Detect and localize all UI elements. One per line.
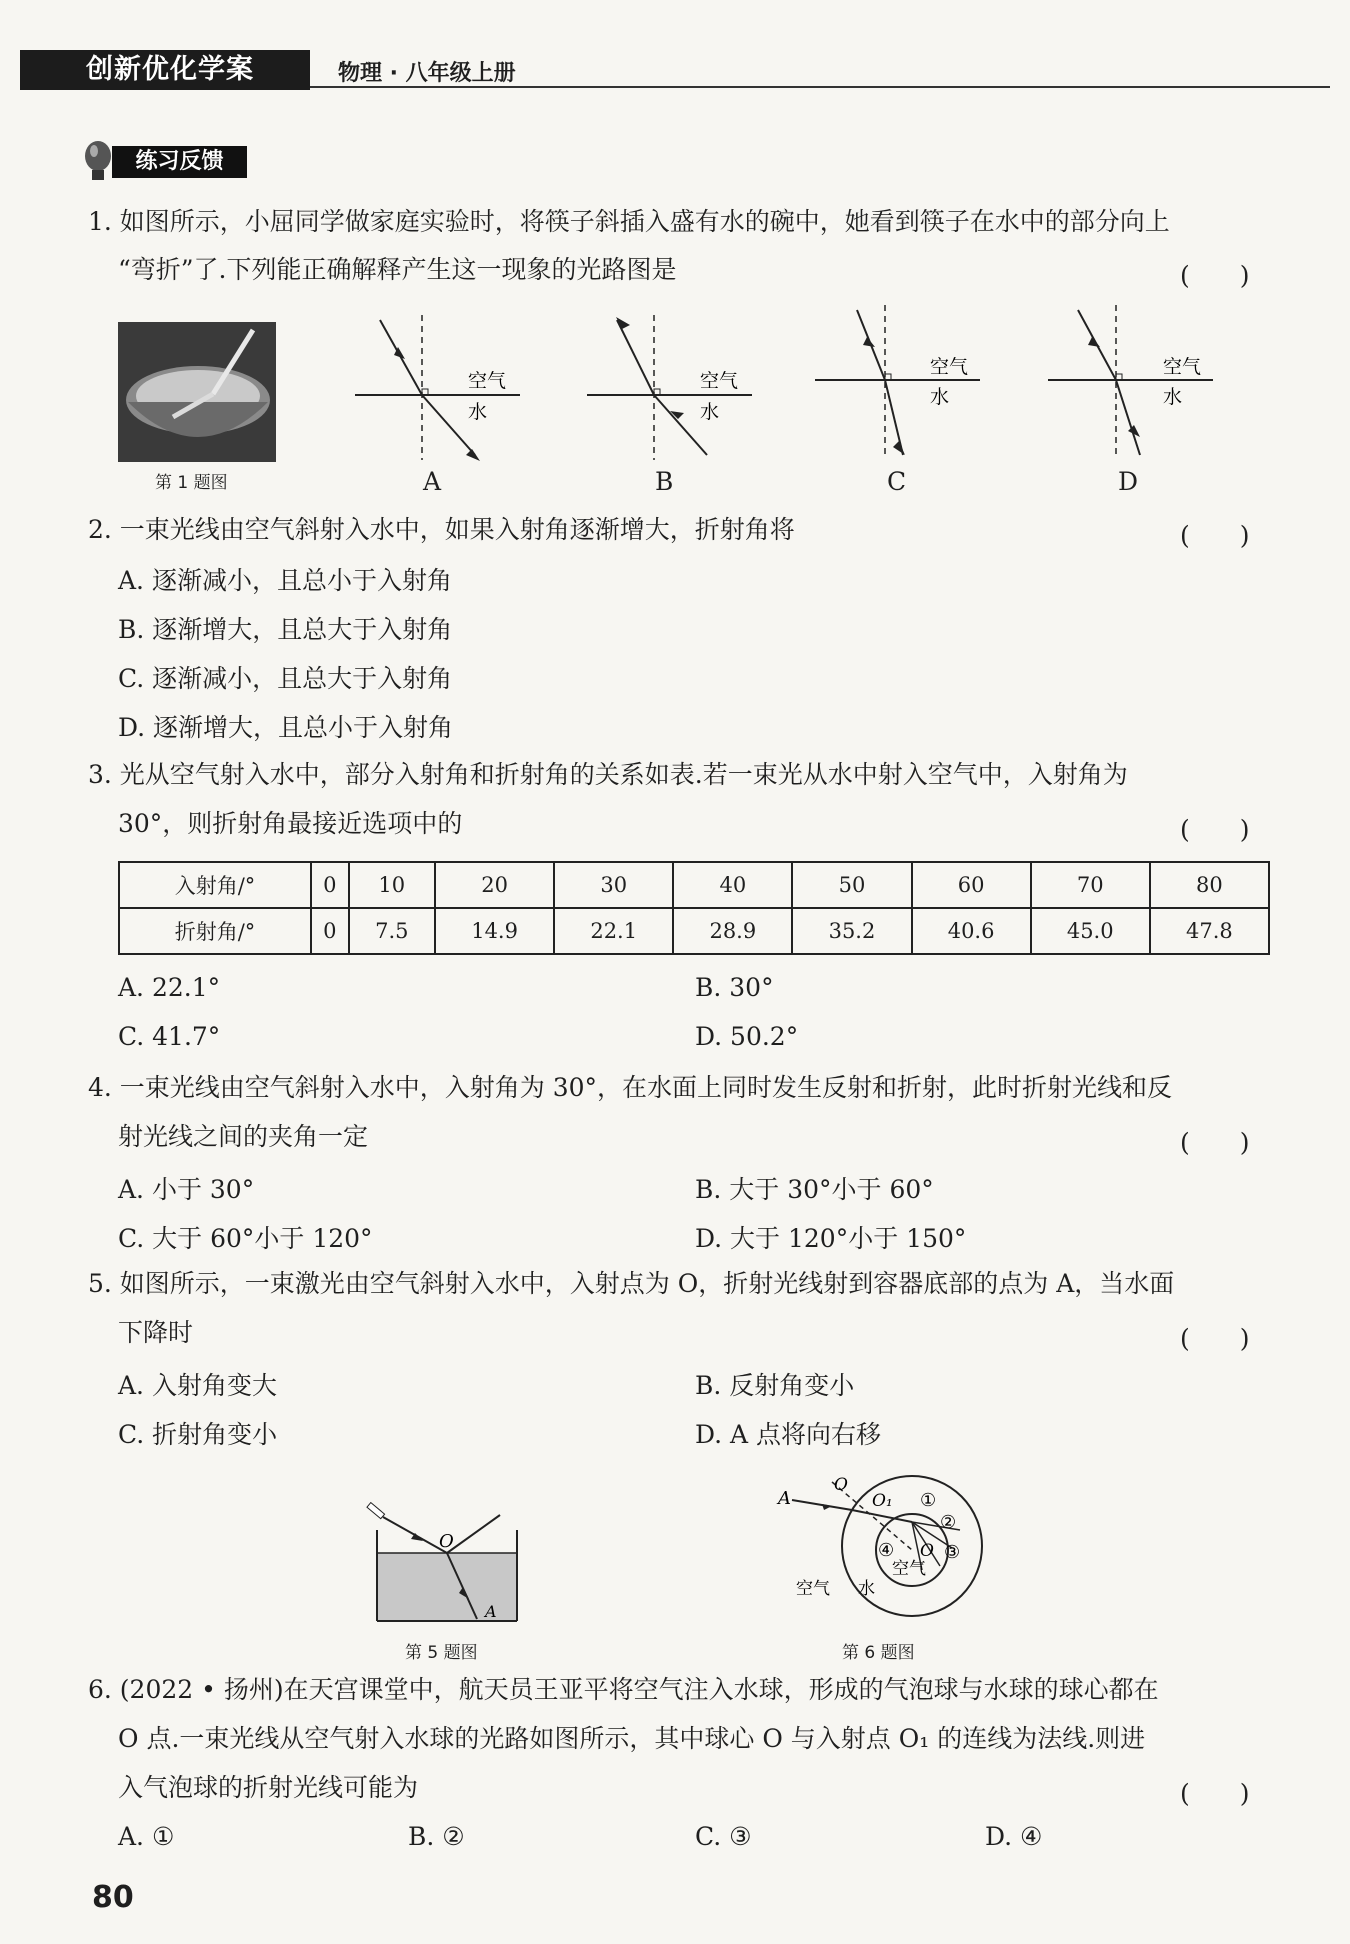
fig6-inner-air-label: 空气 bbox=[892, 1559, 926, 1579]
bowl-chopstick-photo bbox=[118, 322, 276, 462]
water-label: 水 bbox=[700, 401, 720, 423]
fig6-mark-2: ② bbox=[940, 1512, 957, 1533]
book-subtitle: 物理 · 八年级上册 bbox=[338, 61, 516, 86]
fig6-point-o: O bbox=[834, 1475, 848, 1495]
q5-answer-paren: ( ) bbox=[1180, 1324, 1250, 1353]
fig6-mark-1: ① bbox=[920, 1490, 937, 1511]
q4-option-b: B. 大于 30°小于 60° bbox=[695, 1175, 934, 1204]
fig6-mark-3: ③ bbox=[944, 1542, 961, 1563]
q1-label-a: A bbox=[423, 467, 442, 496]
fig6-point-a: A bbox=[778, 1488, 791, 1509]
fig6-point-o1: O₁ bbox=[872, 1491, 893, 1511]
table-cell: 70 bbox=[1031, 862, 1150, 908]
table-cell: 40 bbox=[673, 862, 792, 908]
fig5-point-a: A bbox=[485, 1602, 497, 1621]
q3-answer-paren: ( ) bbox=[1180, 815, 1250, 844]
q1-diagram-d bbox=[1048, 305, 1218, 465]
table-cell: 20 bbox=[435, 862, 554, 908]
table-cell: 35.2 bbox=[792, 908, 911, 954]
q5-line1: 5. 如图所示，一束激光由空气斜射入水中，入射点为 O，折射光线射到容器底部的点为 A，当水面 bbox=[88, 1269, 1175, 1298]
table-cell: 30 bbox=[554, 862, 673, 908]
q1-label-d: D bbox=[1118, 467, 1139, 496]
fig5-point-o: O bbox=[439, 1531, 454, 1552]
fig6-mark-4: ④ bbox=[878, 1540, 895, 1561]
section-badge: 练习反馈 bbox=[112, 146, 247, 178]
fig5-container-diagram bbox=[365, 1495, 530, 1630]
q1-diagram-c bbox=[815, 305, 985, 465]
q2-option-a: A. 逐渐减小，且总小于入射角 bbox=[118, 566, 452, 595]
q1-answer-paren: ( ) bbox=[1180, 261, 1250, 290]
q4-option-a: A. 小于 30° bbox=[118, 1175, 255, 1204]
water-label: 水 bbox=[930, 386, 950, 408]
q3-option-c: C. 41.7° bbox=[118, 1022, 221, 1051]
q3-option-a: A. 22.1° bbox=[118, 973, 221, 1002]
table-cell: 10 bbox=[349, 862, 435, 908]
table-cell: 50 bbox=[792, 862, 911, 908]
table-cell: 60 bbox=[912, 862, 1031, 908]
fig6-center-o: O bbox=[920, 1541, 934, 1561]
table-cell: 14.9 bbox=[435, 908, 554, 954]
q6-option-a: A. ① bbox=[118, 1822, 175, 1851]
q5-option-b: B. 反射角变小 bbox=[695, 1371, 855, 1400]
table-cell: 80 bbox=[1150, 862, 1269, 908]
q5-option-d: D. A 点将向右移 bbox=[695, 1420, 882, 1449]
q5-line2: 下降时 bbox=[118, 1318, 194, 1347]
air-label: 空气 bbox=[700, 370, 739, 392]
q4-line2: 射光线之间的夹角一定 bbox=[118, 1122, 369, 1151]
q1-label-c: C bbox=[887, 467, 907, 496]
table-row bbox=[119, 908, 1269, 954]
brand-title: 创新优化学案 bbox=[86, 54, 254, 85]
q6-line3: 入气泡球的折射光线可能为 bbox=[118, 1773, 419, 1802]
q3-option-b: B. 30° bbox=[695, 973, 774, 1002]
q2-option-d: D. 逐渐增大，且总小于入射角 bbox=[118, 713, 454, 742]
q6-line2: O 点.一束光线从空气射入水球的光路如图所示，其中球心 O 与入射点 O₁ 的连线为法线.则进 bbox=[118, 1724, 1146, 1753]
table-header-cell: 入射角/° bbox=[119, 862, 311, 908]
table-cell: 40.6 bbox=[912, 908, 1031, 954]
q6-option-c: C. ③ bbox=[695, 1822, 752, 1851]
air-label: 空气 bbox=[468, 370, 507, 392]
q6-option-b: B. ② bbox=[408, 1822, 465, 1851]
table-cell: 0 bbox=[311, 908, 349, 954]
page-number: 80 bbox=[92, 1880, 134, 1915]
q1-diagram-b bbox=[582, 315, 752, 465]
q1-label-b: B bbox=[655, 467, 674, 496]
water-label: 水 bbox=[1163, 386, 1183, 408]
fig6-caption: 第 6 题图 bbox=[842, 1643, 915, 1663]
air-label: 空气 bbox=[930, 356, 969, 378]
table-header-cell: 折射角/° bbox=[119, 908, 311, 954]
fig6-water-ball-diagram bbox=[772, 1470, 1002, 1630]
fig5-caption: 第 5 题图 bbox=[405, 1643, 478, 1663]
table-cell: 22.1 bbox=[554, 908, 673, 954]
lightbulb-icon bbox=[82, 140, 114, 184]
q1-line1: 1. 如图所示，小屈同学做家庭实验时，将筷子斜插入盛有水的碗中，她看到筷子在水中的部分向上 bbox=[88, 207, 1170, 236]
table-row bbox=[119, 862, 1269, 908]
q1-photo-caption: 第 1 题图 bbox=[155, 473, 228, 493]
q5-option-a: A. 入射角变大 bbox=[118, 1371, 277, 1400]
q2-option-b: B. 逐渐增大，且总大于入射角 bbox=[118, 615, 453, 644]
q4-answer-paren: ( ) bbox=[1180, 1128, 1250, 1157]
fig6-air-label: 空气 bbox=[796, 1579, 830, 1599]
q6-line1: 6. (2022 • 扬州)在天宫课堂中，航天员王亚平将空气注入水球，形成的气泡球与水球的球心都在 bbox=[88, 1675, 1159, 1704]
table-cell: 0 bbox=[311, 862, 349, 908]
q2-answer-paren: ( ) bbox=[1180, 521, 1250, 550]
table-cell: 47.8 bbox=[1150, 908, 1269, 954]
q3-option-d: D. 50.2° bbox=[695, 1022, 799, 1051]
q4-option-c: C. 大于 60°小于 120° bbox=[118, 1224, 373, 1253]
q1-diagram-a bbox=[350, 315, 520, 465]
q6-answer-paren: ( ) bbox=[1180, 1779, 1250, 1808]
air-label: 空气 bbox=[1163, 356, 1202, 378]
q5-option-c: C. 折射角变小 bbox=[118, 1420, 278, 1449]
table-cell: 28.9 bbox=[673, 908, 792, 954]
q6-option-d: D. ④ bbox=[985, 1822, 1043, 1851]
table-cell: 45.0 bbox=[1031, 908, 1150, 954]
q3-line2: 30°，则折射角最接近选项中的 bbox=[118, 809, 463, 838]
q4-option-d: D. 大于 120°小于 150° bbox=[695, 1224, 967, 1253]
fig6-water-label: 水 bbox=[858, 1579, 875, 1599]
q2-stem: 2. 一束光线由空气斜射入水中，如果入射角逐渐增大，折射角将 bbox=[88, 515, 795, 544]
q2-option-c: C. 逐渐减小，且总大于入射角 bbox=[118, 664, 453, 693]
water-label: 水 bbox=[468, 401, 488, 423]
refraction-table bbox=[118, 861, 1270, 955]
q3-line1: 3. 光从空气射入水中，部分入射角和折射角的关系如表.若一束光从水中射入空气中，入射角为 bbox=[88, 760, 1128, 789]
q1-line2: “弯折”了.下列能正确解释产生这一现象的光路图是 bbox=[118, 255, 677, 284]
q4-line1: 4. 一束光线由空气斜射入水中，入射角为 30°，在水面上同时发生反射和折射，此时折射光线和反 bbox=[88, 1073, 1173, 1102]
table-cell: 7.5 bbox=[349, 908, 435, 954]
